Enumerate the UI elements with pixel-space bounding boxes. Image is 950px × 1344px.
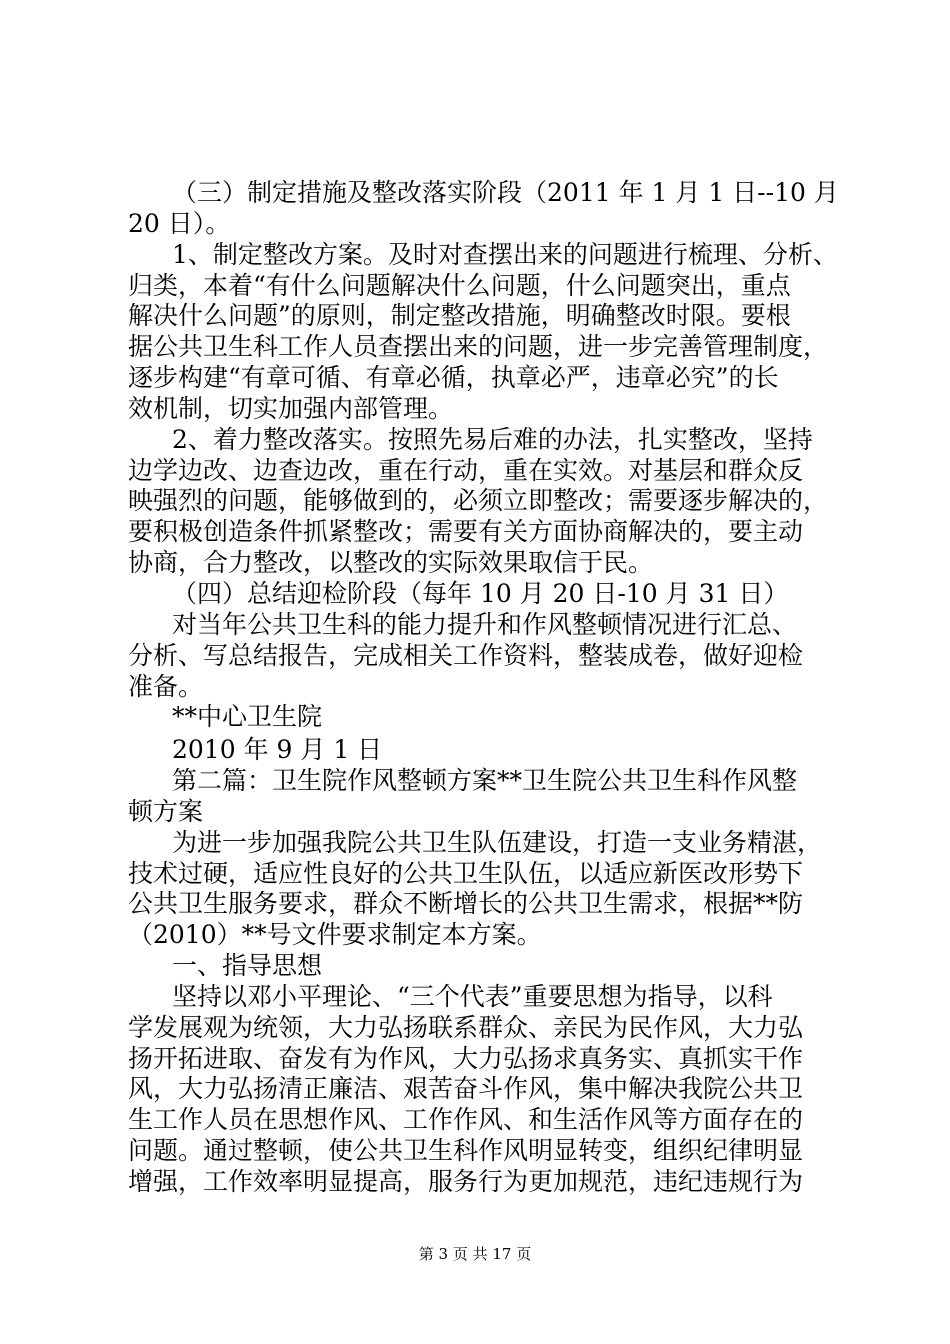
text-line: 为进一步加强我院公共卫生队伍建设，打造一支业务精湛，	[172, 828, 823, 857]
text-line: 逐步构建“有章可循、有章必循，执章必严，违章必究”的长	[128, 363, 779, 392]
text-line: 要积极创造条件抓紧整改；需要有关方面协商解决的，要主动	[128, 517, 804, 546]
text-line: 2010 年 9 月 1 日	[172, 735, 383, 764]
text-line: 顿方案	[128, 797, 204, 826]
page-footer: 第 3 页 共 17 页	[418, 1245, 532, 1263]
text-line: 对当年公共卫生科的能力提升和作风整顿情况进行汇总、	[172, 610, 798, 639]
text-line: **中心卫生院	[172, 702, 323, 731]
text-line: 公共卫生服务要求，群众不断增长的公共卫生需求，根据**防	[128, 889, 804, 918]
text-line: 1、制定整改方案。及时对查摆出来的问题进行梳理、分析、	[172, 240, 838, 269]
text-line: 解决什么问题”的原则，制定整改措施，明确整改时限。要根	[128, 301, 791, 330]
text-line: 坚持以邓小平理论、“三个代表”重要思想为指导，以科	[172, 982, 773, 1011]
text-line: 第二篇：卫生院作风整顿方案**卫生院公共卫生科作风整	[172, 766, 798, 795]
text-line: 风，大力弘扬清正廉洁、艰苦奋斗作风，集中解决我院公共卫	[128, 1074, 804, 1103]
text-line: 归类，本着“有什么问题解决什么问题，什么问题突出，重点	[128, 271, 791, 300]
text-line: 20 日）。	[128, 209, 231, 238]
text-line: 准备。	[128, 672, 204, 701]
text-line: 据公共卫生科工作人员查摆出来的问题，进一步完善管理制度，	[128, 332, 829, 361]
text-line: 协商，合力整改，以整改的实际效果取信于民。	[128, 548, 654, 577]
text-line: 映强烈的问题，能够做到的，必须立即整改；需要逐步解决的，	[128, 486, 829, 515]
text-line: 扬开拓进取、奋发有为作风，大力弘扬求真务实、真抓实干作	[128, 1044, 804, 1073]
text-line: （三）制定措施及整改落实阶段（2011 年 1 月 1 日--10 月	[172, 178, 839, 207]
text-line: （2010）**号文件要求制定本方案。	[128, 920, 542, 949]
text-line: 边学边改、边查边改，重在行动，重在实效。对基层和群众反	[128, 456, 804, 485]
text-line: 生工作人员在思想作风、工作作风、和生活作风等方面存在的	[128, 1105, 804, 1134]
text-line: 分析、写总结报告，完成相关工作资料，整装成卷，做好迎检	[128, 641, 804, 670]
text-line: 效机制，切实加强内部管理。	[128, 394, 454, 423]
text-line: 问题。通过整顿，使公共卫生科作风明显转变，组织纪律明显	[128, 1136, 804, 1165]
text-line: （四）总结迎检阶段（每年 10 月 20 日-10 月 31 日）	[172, 579, 789, 608]
text-line: 学发展观为统领，大力弘扬联系群众、亲民为民作风，大力弘	[128, 1013, 804, 1042]
text-line: 技术过硬，适应性良好的公共卫生队伍，以适应新医改形势下	[128, 859, 804, 888]
text-line: 一、指导思想	[172, 951, 323, 980]
text-line: 2、着力整改落实。按照先易后难的办法，扎实整改，坚持	[172, 425, 813, 454]
text-line: 增强，工作效率明显提高，服务行为更加规范，违纪违规行为	[128, 1167, 804, 1196]
